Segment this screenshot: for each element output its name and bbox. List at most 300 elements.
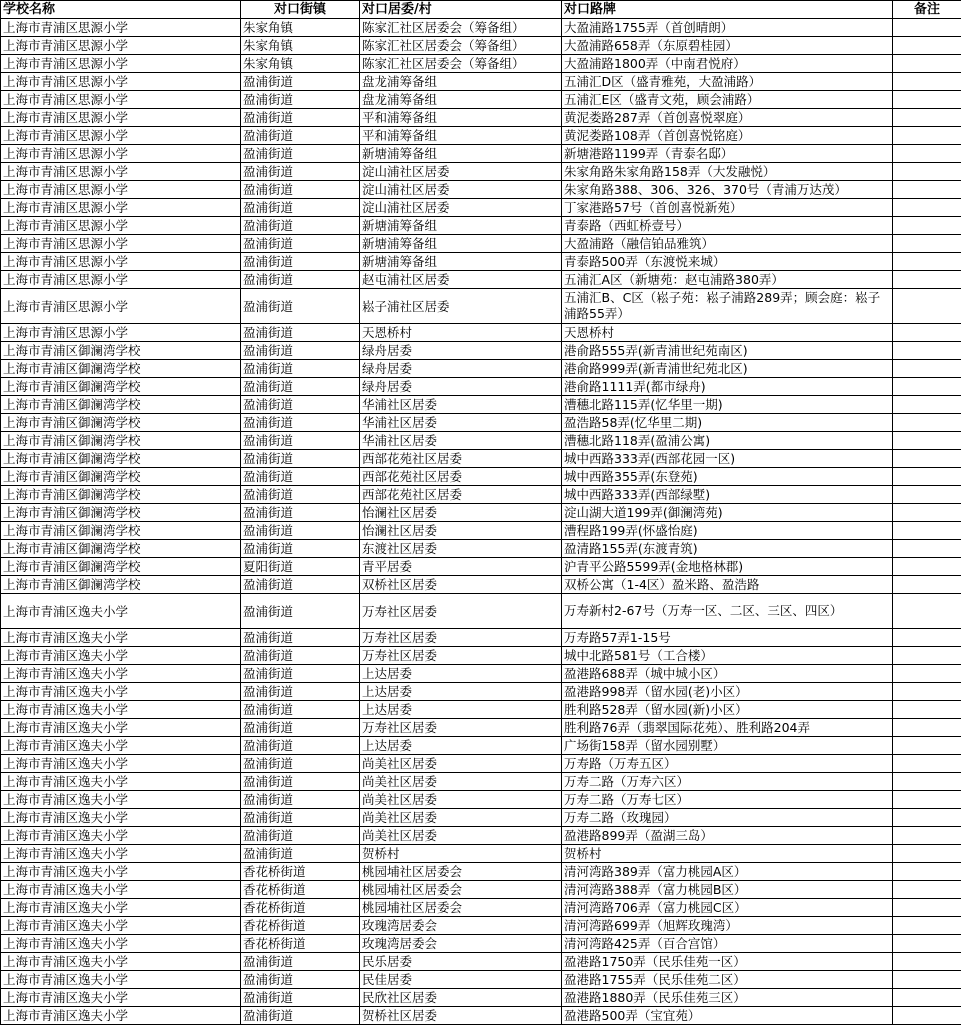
remarks-cell	[893, 845, 961, 863]
table-row	[1, 396, 961, 414]
committee-cell: 华浦社区居委	[360, 396, 562, 414]
committee-cell: 西部花苑社区居委	[360, 450, 562, 468]
remarks-cell	[893, 540, 961, 558]
street-cell: 盈浦街道	[241, 127, 360, 145]
school-name-cell: 上海市青浦区思源小学	[1, 73, 241, 91]
committee-cell: 上达居委	[360, 683, 562, 701]
table-row	[1, 827, 961, 845]
remarks-cell	[893, 971, 961, 989]
table-row	[1, 289, 961, 324]
school-name-cell: 上海市青浦区思源小学	[1, 55, 241, 73]
table-row	[1, 145, 961, 163]
committee-cell: 尚美社区居委	[360, 827, 562, 845]
header-school-name: 学校名称	[1, 1, 241, 19]
committee-cell: 上达居委	[360, 737, 562, 755]
street-cell: 盈浦街道	[241, 360, 360, 378]
school-name-cell: 上海市青浦区御澜湾学校	[1, 396, 241, 414]
school-name-cell: 上海市青浦区逸夫小学	[1, 683, 241, 701]
road-sign-cell: 漕程路199弄(怀盛怡庭)	[562, 522, 893, 540]
street-cell: 盈浦街道	[241, 827, 360, 845]
committee-cell: 桃园埔社区居委会	[360, 881, 562, 899]
school-name-cell: 上海市青浦区御澜湾学校	[1, 450, 241, 468]
school-name-cell: 上海市青浦区思源小学	[1, 289, 241, 324]
road-sign-cell: 盈港路1880弄（民乐佳苑三区）	[562, 989, 893, 1007]
road-sign-cell: 胜利路528弄（留水园(新)小区）	[562, 701, 893, 719]
street-cell: 盈浦街道	[241, 755, 360, 773]
road-sign-cell: 万寿二路（玫瑰园）	[562, 809, 893, 827]
school-name-cell: 上海市青浦区逸夫小学	[1, 953, 241, 971]
road-sign-cell: 新塘港路1199弄（青泰名邸）	[562, 145, 893, 163]
table-row	[1, 953, 961, 971]
committee-cell: 桃园埔社区居委会	[360, 899, 562, 917]
road-sign-cell: 港俞路1111弄(都市绿舟)	[562, 378, 893, 396]
road-sign-cell: 盈港路500弄（宝宜苑）	[562, 1007, 893, 1025]
school-name-cell: 上海市青浦区逸夫小学	[1, 917, 241, 935]
header-remarks: 备注	[893, 1, 961, 19]
header-committee: 对口居委/村	[360, 1, 562, 19]
road-sign-cell: 城中西路355弄(东登苑)	[562, 468, 893, 486]
road-sign-cell: 大盈浦路（融信铂品雅筑）	[562, 235, 893, 253]
road-sign-cell: 朱家角路388、306、326、370号（青浦万达茂）	[562, 181, 893, 199]
school-name-cell: 上海市青浦区思源小学	[1, 145, 241, 163]
committee-cell: 新塘浦筹备组	[360, 235, 562, 253]
table-row	[1, 109, 961, 127]
street-cell: 盈浦街道	[241, 773, 360, 791]
committee-cell: 新塘浦筹备组	[360, 217, 562, 235]
remarks-cell	[893, 73, 961, 91]
road-sign-cell: 盈浩路58弄(忆华里二期)	[562, 414, 893, 432]
road-sign-cell: 朱家角路朱家角路158弄（大发融悦）	[562, 163, 893, 181]
committee-cell: 尚美社区居委	[360, 773, 562, 791]
committee-cell: 新塘浦筹备组	[360, 145, 562, 163]
school-name-cell: 上海市青浦区逸夫小学	[1, 863, 241, 881]
table-row	[1, 719, 961, 737]
road-sign-cell: 万寿路57弄1-15号	[562, 629, 893, 647]
school-name-cell: 上海市青浦区御澜湾学校	[1, 342, 241, 360]
road-sign-cell: 城中西路333弄(西部绿墅)	[562, 486, 893, 504]
road-sign-cell: 五浦汇E区（盛青文苑，顾会浦路）	[562, 91, 893, 109]
committee-cell: 陈家汇社区居委会（筹备组）	[360, 55, 562, 73]
header-street: 对口街镇	[241, 1, 360, 19]
committee-cell: 尚美社区居委	[360, 755, 562, 773]
street-cell: 朱家角镇	[241, 55, 360, 73]
street-cell: 盈浦街道	[241, 647, 360, 665]
remarks-cell	[893, 289, 961, 324]
street-cell: 盈浦街道	[241, 414, 360, 432]
street-cell: 盈浦街道	[241, 289, 360, 324]
committee-cell: 民乐居委	[360, 953, 562, 971]
table-row	[1, 665, 961, 683]
committee-cell: 陈家汇社区居委会（筹备组）	[360, 19, 562, 37]
remarks-cell	[893, 827, 961, 845]
school-name-cell: 上海市青浦区思源小学	[1, 235, 241, 253]
committee-cell: 华浦社区居委	[360, 414, 562, 432]
committee-cell: 赵屯浦社区居委	[360, 271, 562, 289]
road-sign-cell: 五浦汇D区（盛青雅苑，大盈浦路）	[562, 73, 893, 91]
school-name-cell: 上海市青浦区逸夫小学	[1, 791, 241, 809]
remarks-cell	[893, 647, 961, 665]
header-road-sign: 对口路牌	[562, 1, 893, 19]
street-cell: 盈浦街道	[241, 953, 360, 971]
school-name-cell: 上海市青浦区逸夫小学	[1, 899, 241, 917]
street-cell: 盈浦街道	[241, 73, 360, 91]
street-cell: 盈浦街道	[241, 504, 360, 522]
committee-cell: 西部花苑社区居委	[360, 486, 562, 504]
street-cell: 盈浦街道	[241, 181, 360, 199]
committee-cell: 崧子浦社区居委	[360, 289, 562, 324]
table-row	[1, 217, 961, 235]
road-sign-cell: 五浦汇A区（新塘苑：赵屯浦路380弄）	[562, 271, 893, 289]
school-name-cell: 上海市青浦区逸夫小学	[1, 935, 241, 953]
street-cell: 朱家角镇	[241, 19, 360, 37]
road-sign-cell: 清河湾路389弄（富力桃园A区）	[562, 863, 893, 881]
school-name-cell: 上海市青浦区御澜湾学校	[1, 468, 241, 486]
school-name-cell: 上海市青浦区思源小学	[1, 91, 241, 109]
road-sign-cell: 盈港路1750弄（民乐佳苑一区）	[562, 953, 893, 971]
road-sign-cell: 盈港路998弄（留水园(老)小区）	[562, 683, 893, 701]
remarks-cell	[893, 791, 961, 809]
school-name-cell: 上海市青浦区逸夫小学	[1, 773, 241, 791]
table-row	[1, 1007, 961, 1025]
road-sign-cell: 港俞路999弄(新青浦世纪苑北区)	[562, 360, 893, 378]
table-row	[1, 360, 961, 378]
school-name-cell: 上海市青浦区御澜湾学校	[1, 576, 241, 594]
remarks-cell	[893, 91, 961, 109]
street-cell: 盈浦街道	[241, 971, 360, 989]
remarks-cell	[893, 683, 961, 701]
remarks-cell	[893, 917, 961, 935]
street-cell: 夏阳街道	[241, 558, 360, 576]
committee-cell: 万寿社区居委	[360, 719, 562, 737]
remarks-cell	[893, 863, 961, 881]
road-sign-cell: 盈港路899弄（盈湖三岛）	[562, 827, 893, 845]
road-sign-cell: 盈清路155弄(东渡青筑)	[562, 540, 893, 558]
road-sign-cell: 盈港路1755弄（民乐佳苑二区）	[562, 971, 893, 989]
remarks-cell	[893, 504, 961, 522]
street-cell: 盈浦街道	[241, 665, 360, 683]
school-name-cell: 上海市青浦区逸夫小学	[1, 594, 241, 629]
road-sign-cell: 丁家港路57号（首创喜悦新苑）	[562, 199, 893, 217]
remarks-cell	[893, 737, 961, 755]
school-name-cell: 上海市青浦区御澜湾学校	[1, 486, 241, 504]
remarks-cell	[893, 701, 961, 719]
committee-cell: 西部花苑社区居委	[360, 468, 562, 486]
school-name-cell: 上海市青浦区思源小学	[1, 181, 241, 199]
table-row	[1, 19, 961, 37]
street-cell: 香花桥街道	[241, 881, 360, 899]
street-cell: 盈浦街道	[241, 629, 360, 647]
committee-cell: 东渡社区居委	[360, 540, 562, 558]
road-sign-cell: 五浦汇B、C区（崧子苑：崧子浦路289弄；顾会庭：崧子浦路55弄）	[562, 289, 893, 324]
school-name-cell: 上海市青浦区御澜湾学校	[1, 504, 241, 522]
school-name-cell: 上海市青浦区御澜湾学校	[1, 432, 241, 450]
road-sign-cell: 青泰路500弄（东渡悦来城）	[562, 253, 893, 271]
committee-cell: 平和浦筹备组	[360, 127, 562, 145]
table-row	[1, 37, 961, 55]
street-cell: 盈浦街道	[241, 989, 360, 1007]
committee-cell: 贺桥村	[360, 845, 562, 863]
street-cell: 盈浦街道	[241, 235, 360, 253]
road-sign-cell: 港俞路555弄(新青浦世纪苑南区)	[562, 342, 893, 360]
school-name-cell: 上海市青浦区逸夫小学	[1, 755, 241, 773]
street-cell: 盈浦街道	[241, 576, 360, 594]
school-name-cell: 上海市青浦区御澜湾学校	[1, 558, 241, 576]
committee-cell: 万寿社区居委	[360, 594, 562, 629]
school-name-cell: 上海市青浦区逸夫小学	[1, 881, 241, 899]
street-cell: 盈浦街道	[241, 791, 360, 809]
street-cell: 盈浦街道	[241, 468, 360, 486]
school-name-cell: 上海市青浦区思源小学	[1, 253, 241, 271]
road-sign-cell: 城中西路333弄(西部花园一区)	[562, 450, 893, 468]
remarks-cell	[893, 163, 961, 181]
table-row	[1, 863, 961, 881]
committee-cell: 绿舟居委	[360, 378, 562, 396]
road-sign-cell: 胜利路76弄（翡翠国际花苑）、胜利路204弄	[562, 719, 893, 737]
school-name-cell: 上海市青浦区逸夫小学	[1, 719, 241, 737]
remarks-cell	[893, 181, 961, 199]
remarks-cell	[893, 450, 961, 468]
street-cell: 盈浦街道	[241, 217, 360, 235]
committee-cell: 怡澜社区居委	[360, 522, 562, 540]
school-name-cell: 上海市青浦区逸夫小学	[1, 647, 241, 665]
remarks-cell	[893, 468, 961, 486]
street-cell: 香花桥街道	[241, 935, 360, 953]
remarks-cell	[893, 55, 961, 73]
street-cell: 盈浦街道	[241, 1007, 360, 1025]
remarks-cell	[893, 324, 961, 342]
road-sign-cell: 漕穗北路115弄(忆华里一期)	[562, 396, 893, 414]
street-cell: 盈浦街道	[241, 378, 360, 396]
road-sign-cell: 双桥公寓（1-4区）盈米路、盈浩路	[562, 576, 893, 594]
street-cell: 盈浦街道	[241, 199, 360, 217]
table-row	[1, 576, 961, 594]
street-cell: 盈浦街道	[241, 163, 360, 181]
committee-cell: 双桥社区居委	[360, 576, 562, 594]
table-row	[1, 683, 961, 701]
remarks-cell	[893, 145, 961, 163]
road-sign-cell: 清河湾路699弄（旭辉玫瑰湾）	[562, 917, 893, 935]
road-sign-cell: 广场街158弄（留水园别墅）	[562, 737, 893, 755]
table-row	[1, 971, 961, 989]
table-row	[1, 701, 961, 719]
road-sign-cell: 大盈浦路658弄（东原碧桂园）	[562, 37, 893, 55]
street-cell: 盈浦街道	[241, 271, 360, 289]
table-row	[1, 989, 961, 1007]
school-name-cell: 上海市青浦区御澜湾学校	[1, 540, 241, 558]
remarks-cell	[893, 576, 961, 594]
table-row	[1, 881, 961, 899]
road-sign-cell: 黄泥娄路108弄（首创喜悦铭庭）	[562, 127, 893, 145]
street-cell: 盈浦街道	[241, 342, 360, 360]
committee-cell: 贺桥社区居委	[360, 1007, 562, 1025]
remarks-cell	[893, 719, 961, 737]
school-name-cell: 上海市青浦区思源小学	[1, 37, 241, 55]
table-row	[1, 540, 961, 558]
street-cell: 盈浦街道	[241, 145, 360, 163]
table-row	[1, 791, 961, 809]
table-row	[1, 181, 961, 199]
committee-cell: 新塘浦筹备组	[360, 253, 562, 271]
road-sign-cell: 清河湾路706弄（富力桃园C区）	[562, 899, 893, 917]
street-cell: 盈浦街道	[241, 809, 360, 827]
committee-cell: 怡澜社区居委	[360, 504, 562, 522]
remarks-cell	[893, 253, 961, 271]
table-row	[1, 91, 961, 109]
street-cell: 香花桥街道	[241, 917, 360, 935]
street-cell: 盈浦街道	[241, 522, 360, 540]
road-sign-cell: 万寿二路（万寿七区）	[562, 791, 893, 809]
street-cell: 盈浦街道	[241, 737, 360, 755]
street-cell: 朱家角镇	[241, 37, 360, 55]
road-sign-cell: 万寿二路（万寿六区）	[562, 773, 893, 791]
table-row	[1, 199, 961, 217]
school-name-cell: 上海市青浦区逸夫小学	[1, 737, 241, 755]
table-row	[1, 235, 961, 253]
street-cell: 盈浦街道	[241, 396, 360, 414]
street-cell: 盈浦街道	[241, 324, 360, 342]
school-name-cell: 上海市青浦区逸夫小学	[1, 809, 241, 827]
remarks-cell	[893, 773, 961, 791]
remarks-cell	[893, 629, 961, 647]
remarks-cell	[893, 899, 961, 917]
street-cell: 盈浦街道	[241, 109, 360, 127]
school-name-cell: 上海市青浦区思源小学	[1, 19, 241, 37]
remarks-cell	[893, 235, 961, 253]
committee-cell: 青平居委	[360, 558, 562, 576]
committee-cell: 陈家汇社区居委会（筹备组）	[360, 37, 562, 55]
table-row	[1, 73, 961, 91]
school-name-cell: 上海市青浦区思源小学	[1, 324, 241, 342]
school-name-cell: 上海市青浦区思源小学	[1, 199, 241, 217]
school-name-cell: 上海市青浦区逸夫小学	[1, 629, 241, 647]
remarks-cell	[893, 199, 961, 217]
table-row	[1, 127, 961, 145]
school-name-cell: 上海市青浦区御澜湾学校	[1, 414, 241, 432]
road-sign-cell: 天恩桥村	[562, 324, 893, 342]
committee-cell: 天恩桥村	[360, 324, 562, 342]
committee-cell: 淀山浦社区居委	[360, 199, 562, 217]
remarks-cell	[893, 1007, 961, 1025]
table-row	[1, 468, 961, 486]
committee-cell: 淀山浦社区居委	[360, 181, 562, 199]
table-row	[1, 253, 961, 271]
road-sign-cell: 万寿路（万寿五区）	[562, 755, 893, 773]
committee-cell: 桃园埔社区居委会	[360, 863, 562, 881]
street-cell: 盈浦街道	[241, 253, 360, 271]
remarks-cell	[893, 755, 961, 773]
remarks-cell	[893, 809, 961, 827]
school-name-cell: 上海市青浦区思源小学	[1, 271, 241, 289]
street-cell: 盈浦街道	[241, 540, 360, 558]
road-sign-cell: 贺桥村	[562, 845, 893, 863]
remarks-cell	[893, 37, 961, 55]
committee-cell: 绿舟居委	[360, 360, 562, 378]
committee-cell: 万寿社区居委	[360, 647, 562, 665]
school-name-cell: 上海市青浦区逸夫小学	[1, 701, 241, 719]
committee-cell: 盘龙浦筹备组	[360, 73, 562, 91]
remarks-cell	[893, 953, 961, 971]
road-sign-cell: 清河湾路425弄（百合宫馆）	[562, 935, 893, 953]
remarks-cell	[893, 271, 961, 289]
table-row	[1, 809, 961, 827]
school-name-cell: 上海市青浦区御澜湾学校	[1, 522, 241, 540]
committee-cell: 上达居委	[360, 665, 562, 683]
table-row	[1, 450, 961, 468]
table-row	[1, 773, 961, 791]
table-row	[1, 594, 961, 629]
road-sign-cell: 盈港路688弄（城中城小区）	[562, 665, 893, 683]
table-row	[1, 522, 961, 540]
remarks-cell	[893, 881, 961, 899]
remarks-cell	[893, 665, 961, 683]
remarks-cell	[893, 414, 961, 432]
street-cell: 盈浦街道	[241, 486, 360, 504]
table-row	[1, 917, 961, 935]
committee-cell: 尚美社区居委	[360, 791, 562, 809]
school-name-cell: 上海市青浦区逸夫小学	[1, 845, 241, 863]
committee-cell: 民佳居委	[360, 971, 562, 989]
school-name-cell: 上海市青浦区御澜湾学校	[1, 378, 241, 396]
road-sign-cell: 万寿新村2-67号（万寿一区、二区、三区、四区）	[562, 594, 893, 629]
remarks-cell	[893, 558, 961, 576]
remarks-cell	[893, 360, 961, 378]
road-sign-cell: 黄泥娄路287弄（首创喜悦翠庭）	[562, 109, 893, 127]
road-sign-cell: 沪青平公路5599弄(金地格林郡)	[562, 558, 893, 576]
school-name-cell: 上海市青浦区思源小学	[1, 163, 241, 181]
remarks-cell	[893, 432, 961, 450]
street-cell: 盈浦街道	[241, 701, 360, 719]
table-row	[1, 504, 961, 522]
remarks-cell	[893, 522, 961, 540]
street-cell: 盈浦街道	[241, 683, 360, 701]
road-sign-cell: 城中北路581号（工合楼）	[562, 647, 893, 665]
table-row	[1, 378, 961, 396]
remarks-cell	[893, 396, 961, 414]
table-row	[1, 935, 961, 953]
committee-cell: 玫瑰湾居委会	[360, 935, 562, 953]
street-cell: 盈浦街道	[241, 432, 360, 450]
table-row	[1, 558, 961, 576]
table-row	[1, 342, 961, 360]
school-name-cell: 上海市青浦区逸夫小学	[1, 827, 241, 845]
remarks-cell	[893, 109, 961, 127]
road-sign-cell: 清河湾路388弄（富力桃园B区）	[562, 881, 893, 899]
road-sign-cell: 大盈浦路1755弄（首创晴朗）	[562, 19, 893, 37]
road-sign-cell: 漕穗北路118弄(盈浦公寓)	[562, 432, 893, 450]
committee-cell: 玫瑰湾居委会	[360, 917, 562, 935]
table-row	[1, 899, 961, 917]
school-name-cell: 上海市青浦区逸夫小学	[1, 1007, 241, 1025]
remarks-cell	[893, 378, 961, 396]
road-sign-cell: 大盈浦路1800弄（中南君悦府）	[562, 55, 893, 73]
committee-cell: 华浦社区居委	[360, 432, 562, 450]
committee-cell: 尚美社区居委	[360, 809, 562, 827]
street-cell: 盈浦街道	[241, 91, 360, 109]
remarks-cell	[893, 19, 961, 37]
table-row	[1, 324, 961, 342]
remarks-cell	[893, 594, 961, 629]
remarks-cell	[893, 486, 961, 504]
remarks-cell	[893, 342, 961, 360]
remarks-cell	[893, 217, 961, 235]
committee-cell: 淀山浦社区居委	[360, 163, 562, 181]
table-body	[1, 19, 961, 1025]
school-name-cell: 上海市青浦区逸夫小学	[1, 665, 241, 683]
street-cell: 盈浦街道	[241, 845, 360, 863]
table-row	[1, 432, 961, 450]
table-row	[1, 486, 961, 504]
committee-cell: 上达居委	[360, 701, 562, 719]
